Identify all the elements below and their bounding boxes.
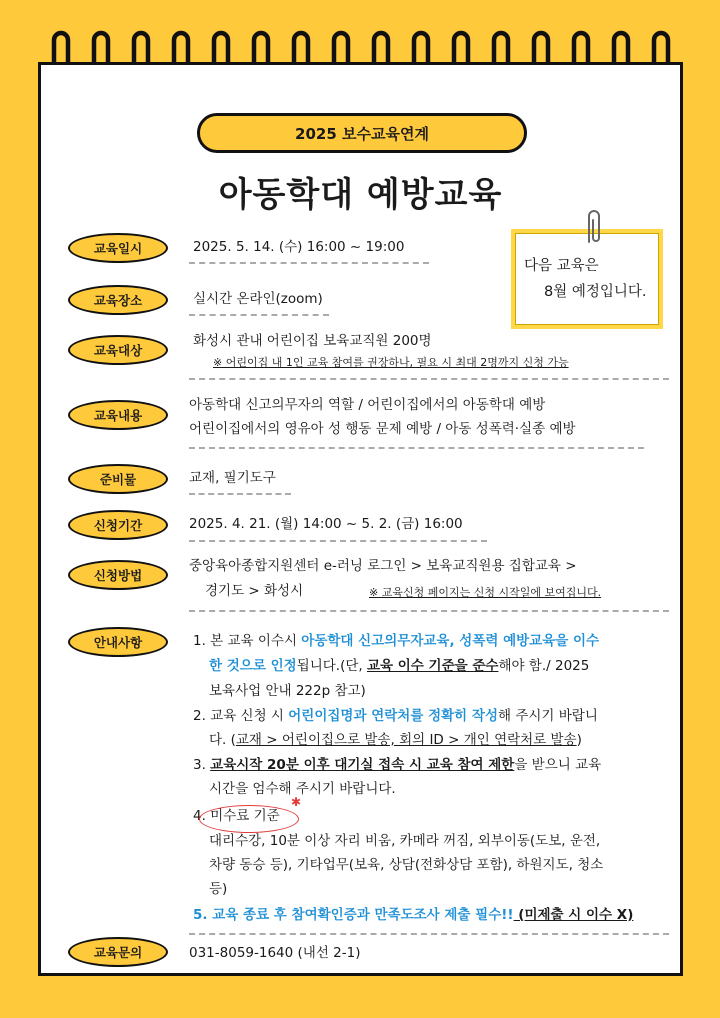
guide-item-2-line-2: 다. (교재 > 어린이집으로 발송, 회의 ID > 개인 연락처로 발송)	[209, 732, 582, 748]
label-method: 신청방법	[68, 560, 168, 590]
divider	[189, 493, 291, 495]
highlight-circle	[199, 805, 299, 833]
label-target: 교육대상	[68, 335, 168, 365]
guide-item-3-line-2: 시간을 엄수해 주시기 바랍니다.	[209, 781, 396, 797]
paperclip-icon	[583, 208, 605, 248]
page-title: 아동학대 예방교육	[218, 175, 503, 215]
guide-item-4-line-1: 4. 미수료 기준	[193, 808, 280, 824]
date-value: 2025. 5. 14. (수) 16:00 ~ 19:00	[193, 239, 405, 255]
guide-item-4-line-3: 차량 동승 등), 기타업무(보육, 상담(전화상담 포함), 하원지도, 청소	[209, 857, 604, 873]
notice-line-1: 다음 교육은	[524, 258, 599, 274]
label-materials: 준비물	[68, 464, 168, 494]
divider	[189, 378, 669, 380]
target-value: 화성시 관내 어린이집 보육교직원 200명	[193, 333, 432, 349]
guide-item-5: 5. 교육 종료 후 참여확인증과 만족도조사 제출 필수!! (미제출 시 이수 X)	[193, 907, 634, 923]
label-place: 교육장소	[68, 285, 168, 315]
guide-item-2-line-1: 2. 교육 신청 시 어린이집명과 연락처를 정확히 작성해 주시기 바랍니	[193, 708, 598, 724]
divider	[189, 314, 329, 316]
label-date: 교육일시	[68, 233, 168, 263]
subtitle-pill: 2025 보수교육연계	[197, 113, 527, 153]
notepad-sheet	[38, 62, 683, 976]
method-note: ※ 교육신청 페이지는 신청 시작일에 보여집니다.	[369, 586, 602, 599]
content-line-1: 아동학대 신고의무자의 역할 / 어린이집에서의 아동학대 예방	[189, 397, 546, 413]
place-value: 실시간 온라인(zoom)	[193, 291, 323, 307]
guide-item-1-line-3: 보육사업 안내 222p 참고)	[209, 683, 366, 699]
label-period: 신청기간	[68, 510, 168, 540]
content-line-2: 어린이집에서의 영유아 성 행동 문제 예방 / 아동 성폭력·실종 예방	[189, 421, 576, 437]
guide-item-1-line-1: 1. 본 교육 이수시 아동학대 신고의무자교육, 성폭력 예방교육을 이수	[193, 633, 600, 649]
method-line-1: 중앙육아종합지원센터 e-러닝 로그인 > 보육교직원용 집합교육 >	[189, 558, 577, 574]
target-note: ※ 어린이집 내 1인 교육 참여를 권장하나, 필요 시 최대 2명까지 신청 가능	[213, 356, 569, 369]
period-value: 2025. 4. 21. (월) 14:00 ~ 5. 2. (금) 16:00	[189, 516, 463, 532]
divider	[189, 610, 669, 612]
guide-item-4-line-2: 대리수강, 10분 이상 자리 비움, 카메라 꺼짐, 외부이동(도보, 운전,	[209, 833, 601, 849]
contact-value: 031-8059-1640 (내선 2-1)	[189, 945, 361, 961]
divider	[189, 447, 644, 449]
notice-line-2: 8월 예정입니다.	[544, 284, 647, 300]
star-icon: ✱	[291, 795, 302, 809]
guide-item-3-line-1: 3. 교육시작 20분 이후 대기실 접속 시 교육 참여 제한을 받으니 교육	[193, 757, 602, 773]
label-content: 교육내용	[68, 400, 168, 430]
divider	[189, 540, 487, 542]
divider	[189, 933, 669, 935]
materials-value: 교재, 필기도구	[189, 470, 276, 486]
label-contact: 교육문의	[68, 937, 168, 967]
guide-item-4-line-4: 등)	[209, 881, 228, 897]
divider	[189, 262, 429, 264]
method-line-2: 경기도 > 화성시	[205, 583, 304, 599]
label-guide: 안내사항	[68, 627, 168, 657]
guide-item-1-line-2: 한 것으로 인정됩니다.(단, 교육 이수 기준을 준수해야 함./ 2025	[209, 658, 590, 674]
